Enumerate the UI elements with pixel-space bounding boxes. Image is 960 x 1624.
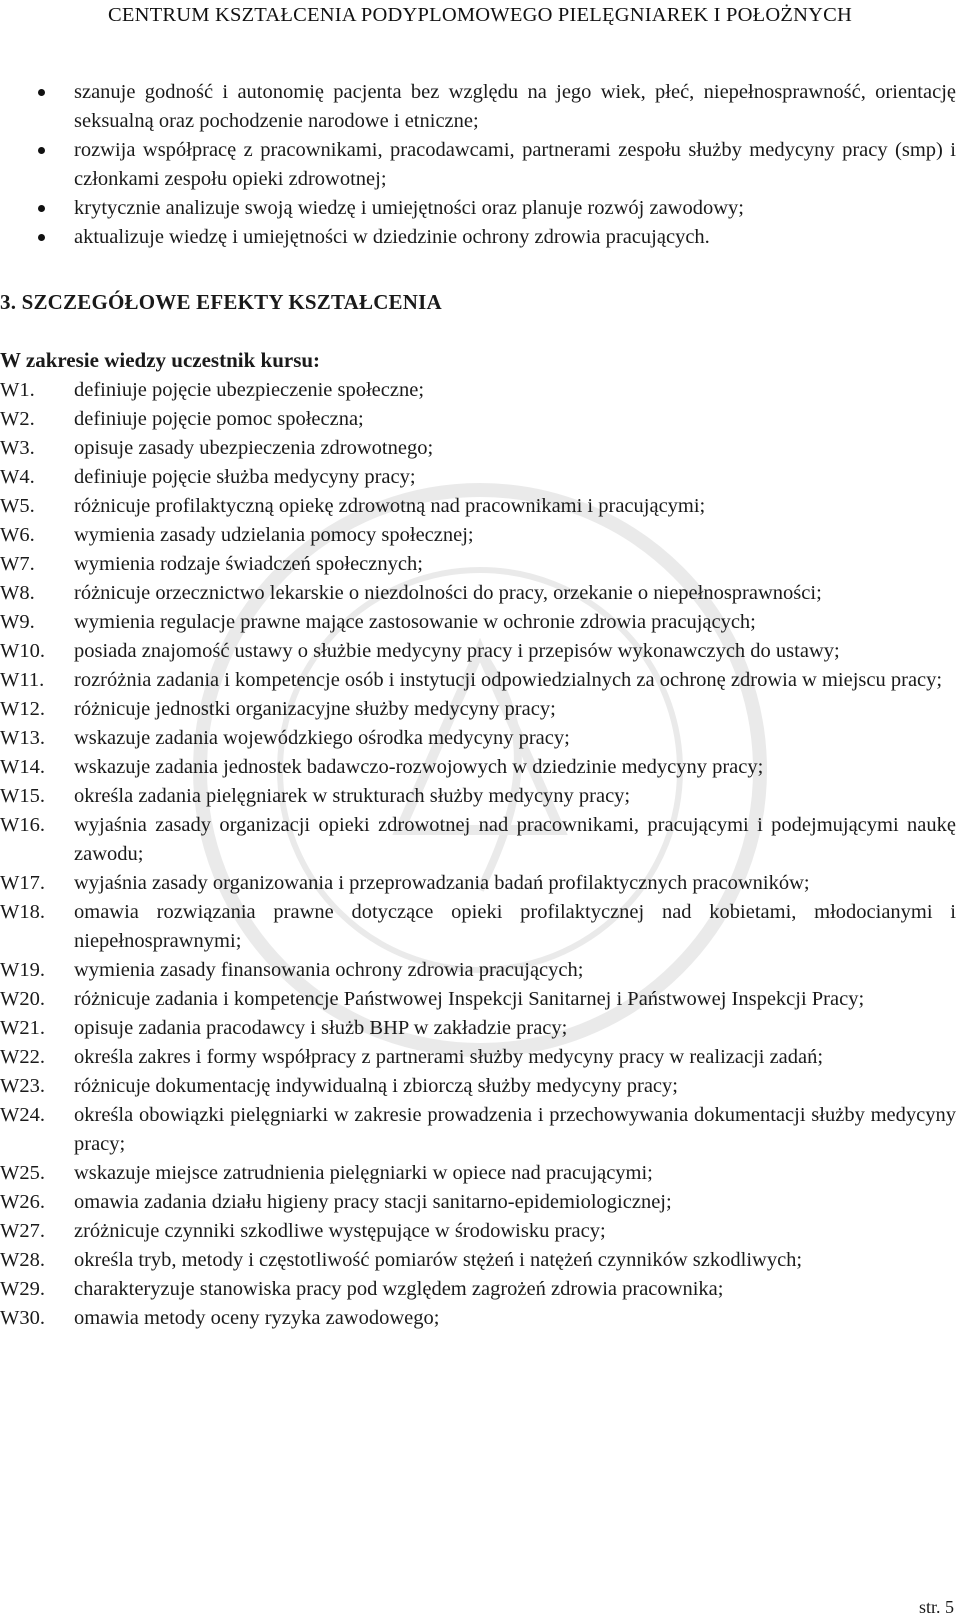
outcome-item: [0, 1217, 956, 1246]
bullet-item: [36, 78, 956, 136]
bullet-dot-icon: [38, 205, 45, 212]
outcome-text: omawia rozwiązania prawne dotyczące opieki profilaktycznej nad kobietami, młodocianymi i niepełnosprawnymi;: [74, 901, 956, 952]
outcome-item: [0, 695, 956, 724]
bullet-item: [36, 194, 956, 223]
outcome-item: [0, 956, 956, 985]
outcome-item: [0, 1043, 956, 1072]
outcome-text: definiuje pojęcie ubezpieczenie społeczne;: [74, 379, 425, 401]
outcome-item: [0, 1014, 956, 1043]
outcome-code: W19.: [0, 959, 45, 981]
learning-outcomes-list: [0, 376, 956, 1333]
outcome-text: różnicuje orzecznictwo lekarskie o niezdolności do pracy, orzekanie o niepełnosprawności;: [74, 582, 822, 604]
outcome-item: [0, 753, 956, 782]
outcome-text: różnicuje jednostki organizacyjne służby medycyny pracy;: [74, 698, 556, 720]
bullet-dot-icon: [38, 89, 45, 96]
outcome-text: opisuje zadania pracodawcy i służb BHP w zakładzie pracy;: [74, 1017, 568, 1039]
outcome-code: W11.: [0, 669, 45, 691]
outcome-text: omawia zadania działu higieny pracy stacji sanitarno-epidemiologicznej;: [74, 1191, 672, 1213]
outcome-item: [0, 637, 956, 666]
bullet-text: aktualizuje wiedzę i umiejętności w dziedzinie ochrony zdrowia pracujących.: [74, 226, 710, 248]
outcome-code: W15.: [0, 785, 45, 807]
outcome-text: zróżnicuje czynniki szkodliwe występujące w środowisku pracy;: [74, 1220, 606, 1242]
outcome-code: W16.: [0, 814, 45, 836]
outcome-text: wyjaśnia zasady organizacji opieki zdrowotnej nad pracownikami, pracującymi i podejmującymi naukę zawodu;: [74, 814, 956, 865]
outcome-item: [0, 666, 956, 695]
outcome-text: charakteryzuje stanowiska pracy pod względem zagrożeń zdrowia pracownika;: [74, 1278, 724, 1300]
outcome-text: wskazuje zadania jednostek badawczo-rozwojowych w dziedzinie medycyny pracy;: [74, 756, 764, 778]
bullet-text: rozwija współpracę z pracownikami, pracodawcami, partnerami zespołu służby medycyny pracy (smp) i członkami zespołu opieki zdrowotnej;: [74, 139, 956, 190]
outcome-code: W30.: [0, 1307, 45, 1329]
outcome-item: [0, 463, 956, 492]
outcome-item: [0, 579, 956, 608]
outcome-item: [0, 811, 956, 869]
outcome-item: [0, 492, 956, 521]
outcome-text: wymienia regulacje prawne mające zastosowanie w ochronie zdrowia pracujących;: [74, 611, 756, 633]
outcome-code: W17.: [0, 872, 45, 894]
outcome-code: W3.: [0, 437, 35, 459]
bullet-item: [36, 223, 956, 252]
outcome-text: opisuje zasady ubezpieczenia zdrowotnego;: [74, 437, 434, 459]
bullet-dot-icon: [38, 147, 45, 154]
outcome-item: [0, 1246, 956, 1275]
outcome-item: [0, 1275, 956, 1304]
outcome-text: omawia metody oceny ryzyka zawodowego;: [74, 1307, 440, 1329]
outcome-item: [0, 1101, 956, 1159]
outcome-code: W18.: [0, 901, 45, 923]
outcome-item: [0, 405, 956, 434]
outcome-text: określa obowiązki pielęgniarki w zakresie prowadzenia i przechowywania dokumentacji służby medycyny pracy;: [74, 1104, 956, 1155]
outcome-code: W25.: [0, 1162, 45, 1184]
page-header: CENTRUM KSZTAŁCENIA PODYPLOMOWEGO PIELĘGNIAREK I POŁOŻNYCH: [108, 4, 852, 26]
outcome-item: [0, 869, 956, 898]
outcome-item: [0, 724, 956, 753]
bullet-item: [36, 136, 956, 194]
outcome-text: definiuje pojęcie służba medycyny pracy;: [74, 466, 416, 488]
outcome-code: W29.: [0, 1278, 45, 1300]
outcome-text: różnicuje dokumentację indywidualną i zbiorczą służby medycyny pracy;: [74, 1075, 678, 1097]
outcome-text: różnicuje zadania i kompetencje Państwowej Inspekcji Sanitarnej i Państwowej Inspekcji Pracy;: [74, 988, 865, 1010]
outcome-code: W4.: [0, 466, 35, 488]
outcome-item: [0, 898, 956, 956]
bullet-dot-icon: [38, 234, 45, 241]
outcome-code: W28.: [0, 1249, 45, 1271]
outcome-code: W9.: [0, 611, 35, 633]
outcome-text: wymienia zasady udzielania pomocy społecznej;: [74, 524, 474, 546]
outcome-item: [0, 985, 956, 1014]
outcome-text: wyjaśnia zasady organizowania i przeprowadzania badań profilaktycznych pracowników;: [74, 872, 810, 894]
outcome-text: określa tryb, metody i częstotliwość pomiarów stężeń i natężeń czynników szkodliwych;: [74, 1249, 803, 1271]
outcome-item: [0, 434, 956, 463]
section-subheading: W zakresie wiedzy uczestnik kursu:: [0, 348, 321, 372]
outcome-item: [0, 1304, 956, 1333]
outcome-item: [0, 1159, 956, 1188]
outcome-code: W1.: [0, 379, 35, 401]
outcome-code: W24.: [0, 1104, 45, 1126]
outcome-code: W20.: [0, 988, 45, 1010]
outcome-code: W26.: [0, 1191, 45, 1213]
outcome-text: różnicuje profilaktyczną opiekę zdrowotną nad pracownikami i pracującymi;: [74, 495, 706, 517]
bullet-list: [36, 78, 956, 252]
outcome-code: W8.: [0, 582, 35, 604]
section-heading: 3. SZCZEGÓŁOWE EFEKTY KSZTAŁCENIA: [0, 290, 442, 314]
outcome-text: wymienia rodzaje świadczeń społecznych;: [74, 553, 423, 575]
outcome-item: [0, 782, 956, 811]
outcome-code: W6.: [0, 524, 35, 546]
outcome-text: określa zadania pielęgniarek w strukturach służby medycyny pracy;: [74, 785, 631, 807]
page-number: str. 5: [918, 1597, 954, 1617]
outcome-text: rozróżnia zadania i kompetencje osób i instytucji odpowiedzialnych za ochronę zdrowia w miejscu pracy;: [74, 669, 943, 691]
outcome-text: wymienia zasady finansowania ochrony zdrowia pracujących;: [74, 959, 584, 981]
outcome-code: W2.: [0, 408, 35, 430]
outcome-code: W7.: [0, 553, 35, 575]
outcome-code: W14.: [0, 756, 45, 778]
outcome-text: określa zakres i formy współpracy z partnerami służby medycyny pracy w realizacji zadań;: [74, 1046, 824, 1068]
bullet-text: krytycznie analizuje swoją wiedzę i umiejętności oraz planuje rozwój zawodowy;: [74, 197, 744, 219]
outcome-code: W12.: [0, 698, 45, 720]
outcome-code: W13.: [0, 727, 45, 749]
outcome-code: W22.: [0, 1046, 45, 1068]
outcome-text: posiada znajomość ustawy o służbie medycyny pracy i przepisów wykonawczych do ustawy;: [74, 640, 840, 662]
outcome-code: W21.: [0, 1017, 45, 1039]
bullet-text: szanuje godność i autonomię pacjenta bez względu na jego wiek, płeć, niepełnosprawność, orientację seksualną oraz pochodzenie narodowe i etniczne;: [74, 81, 956, 132]
outcome-item: [0, 550, 956, 579]
outcome-code: W27.: [0, 1220, 45, 1242]
outcome-item: [0, 1072, 956, 1101]
outcome-item: [0, 521, 956, 550]
outcome-text: wskazuje zadania wojewódzkiego ośrodka medycyny pracy;: [74, 727, 570, 749]
outcome-code: W5.: [0, 495, 35, 517]
outcome-text: definiuje pojęcie pomoc społeczna;: [74, 408, 364, 430]
outcome-item: [0, 608, 956, 637]
outcome-code: W23.: [0, 1075, 45, 1097]
outcome-item: [0, 1188, 956, 1217]
outcome-text: wskazuje miejsce zatrudnienia pielęgniarki w opiece nad pracującymi;: [74, 1162, 653, 1184]
outcome-item: [0, 376, 956, 405]
outcome-code: W10.: [0, 640, 45, 662]
